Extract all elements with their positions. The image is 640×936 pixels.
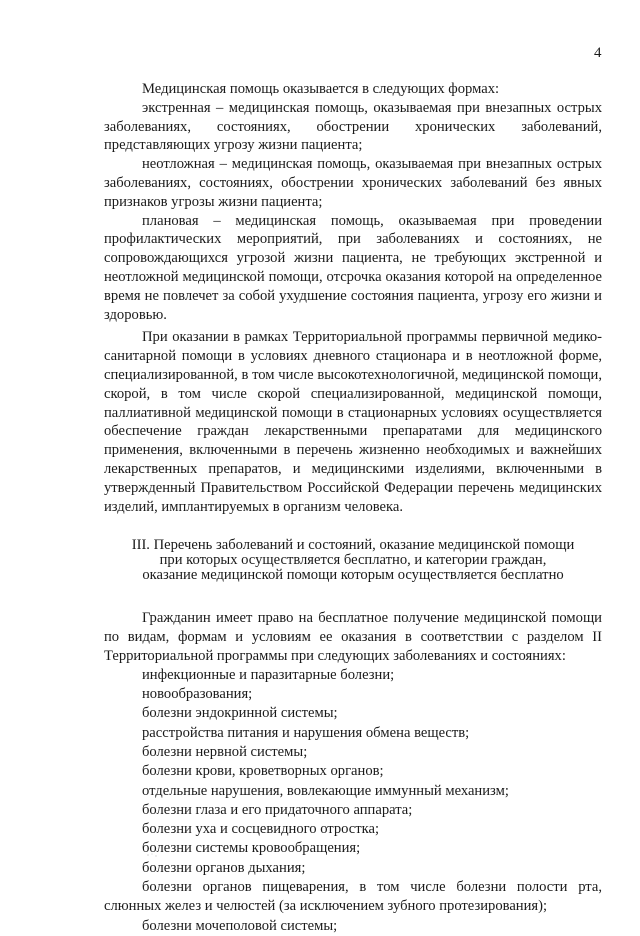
- list-item: болезни системы кровообращения;: [142, 840, 361, 857]
- section-3-heading-line: при которых осуществляется бесплатно, и категории граждан,: [159, 552, 547, 569]
- section-3-heading-line: оказание медицинской помощи которым осуществляется бесплатно: [142, 567, 564, 584]
- form-urgent: неотложная – медицинская помощь, оказываемая при внезапных острых заболеваниях, состояниях, обострении хронических заболеваний без явных признаков угрозы жизни пациента;: [104, 156, 602, 210]
- scan-smudge: [146, 852, 160, 858]
- list-item: болезни крови, кроветворных органов;: [142, 763, 384, 780]
- list-item: болезни мочеполовой системы;: [142, 917, 338, 934]
- section-3-heading-line: III. Перечень заболеваний и состояний, оказание медицинской помощи: [131, 537, 575, 554]
- document-body: [104, 80, 602, 936]
- section-3-intro: Гражданин имеет право на бесплатное получение медицинской помощи по видам, формам и условиям ее оказания в соответствии с разделом II Территориальной программы при следующих заболеваниях и состояниях:: [104, 610, 602, 664]
- list-item: болезни органов пищеварения, в том числе болезни полости рта, слюнных желез и челюстей (за исключением зубного протезирования);: [104, 878, 602, 915]
- page-number: 4: [594, 45, 602, 61]
- list-item: болезни уха и сосцевидного отростка;: [142, 821, 380, 838]
- list-item: болезни эндокринной системы;: [142, 705, 338, 722]
- form-planned: плановая – медицинская помощь, оказываемая при проведении профилактических мероприятий, при заболеваниях и состояниях, не сопровождающихся угрозой жизни пациента, не требующих экстренной и неотложной медицинской помощи, отсрочка оказания которой на определенное время не повлечет за собой ухудшение состояния пациента, угрозу его жизни и здоровью.: [104, 212, 602, 323]
- list-item: расстройства питания и нарушения обмена веществ;: [142, 724, 470, 741]
- list-item: новообразования;: [142, 686, 253, 703]
- list-item: отдельные нарушения, вовлекающие иммунный механизм;: [142, 782, 509, 799]
- list-item: болезни нервной системы;: [142, 743, 308, 760]
- disease-list: [104, 666, 602, 936]
- list-item: болезни глаза и его придаточного аппарата;: [142, 801, 413, 818]
- section-3-heading: [104, 538, 602, 583]
- form-emergency: экстренная – медицинская помощь, оказываемая при внезапных острых заболеваниях, состояниях, обострении хронических заболеваний, представляющих угрозу жизни пациента;: [104, 99, 602, 154]
- list-item: болезни органов дыхания;: [142, 859, 306, 876]
- list-item: инфекционные и паразитарные болезни;: [142, 666, 395, 683]
- forms-intro: Медицинская помощь оказывается в следующих формах:: [142, 81, 500, 97]
- drugs-provision-paragraph: При оказании в рамках Территориальной программы первичной медико-санитарной помощи в условиях дневного стационара и в неотложной форме, специализированной, в том числе высокотехнологичной, медицинской помощи, скорой, в том числе скорой специализированной, медицинской помощи, паллиативной медицинской помощи в стационарных условиях осуществляется обеспечение граждан лекарственными препаратами для медицинского применения, включенными в перечень жизненно необходимых и важнейших лекарственных препаратов, и медицинскими изделиями, включенными в утвержденный Правительством Российской Федерации перечень медицинских изделий, имплантируемых в организм человека.: [104, 329, 602, 515]
